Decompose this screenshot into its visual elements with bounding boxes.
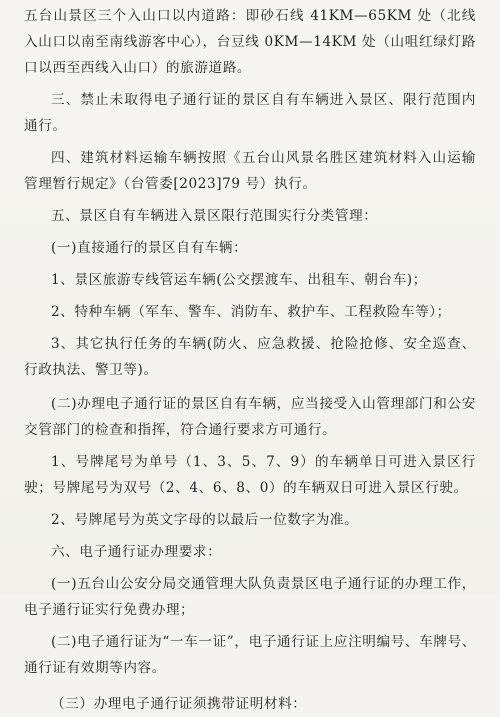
paragraph-subitem-5-1: (一)直接通行的景区自有车辆： [51, 240, 248, 256]
paragraph-item-5: 五、景区自有车辆进入景区限行范围实行分类管理： [51, 208, 378, 224]
paragraph-subitem-5-1-a: 1、景区旅游专线管运车辆(公交摆渡车、出租车、朝台车)； [51, 272, 427, 288]
paragraph-subitem-5-1-c: 3、其它执行任务的车辆(防火、应急救援、抢险抢修、安全巡查、行政执法、警卫等)。 [24, 336, 476, 378]
paragraph-subitem-5-2-b: 2、号牌尾号为英文字母的以最后一位数字为准。 [51, 512, 359, 528]
paragraph-subitem-6-1: (一)五台山公安分局交通管理大队负责景区电子通行证的办理工作，电子通行证实行免费办理； [24, 576, 476, 618]
paragraph-item-4: 四、建筑材料运输车辆按照《五台山风景名胜区建筑材料入山运输管理暂行规定》（台管委[2023]79 号）执行。 [24, 150, 476, 192]
paragraph-item-3: 三、禁止未取得电子通行证的景区自有车辆进入景区、限行范围内通行。 [24, 92, 476, 134]
paragraph-roads: 五台山景区三个入山口以内道路：即砂石线 41KM—65KM 处（北线入山口以南至南线游客中心），台豆线 0KM—14KM 处（山咀红绿灯路口以西至西线入山口）的旅游道路。 [24, 8, 476, 76]
paragraph-subitem-6-2: (二)电子通行证为“一车一证”，电子通行证上应注明编号、车牌号、通行证有效期等内容。 [24, 634, 476, 676]
paragraph-subitem-5-2-a: 1、号牌尾号为单号（1、3、5、7、9）的车辆单日可进入景区行驶；号牌尾号为双号（2、4、6、8、0）的车辆双日可进入景区行驶。 [24, 454, 476, 496]
paragraph-subitem-5-1-b: 2、特种车辆（军车、警车、消防车、救护车、工程救险车等）； [51, 304, 451, 320]
paragraph-subitem-6-3: （三）办理电子通行证须携带证明材料： [51, 696, 307, 712]
paragraph-item-6: 六、电子通行证办理要求： [51, 544, 222, 560]
document-page [0, 3, 500, 712]
paragraph-subitem-5-2: (二)办理电子通行证的景区自有车辆，应当接受入山管理部门和公安交管部门的检查和指挥，符合通行要求方可通行。 [24, 396, 476, 438]
